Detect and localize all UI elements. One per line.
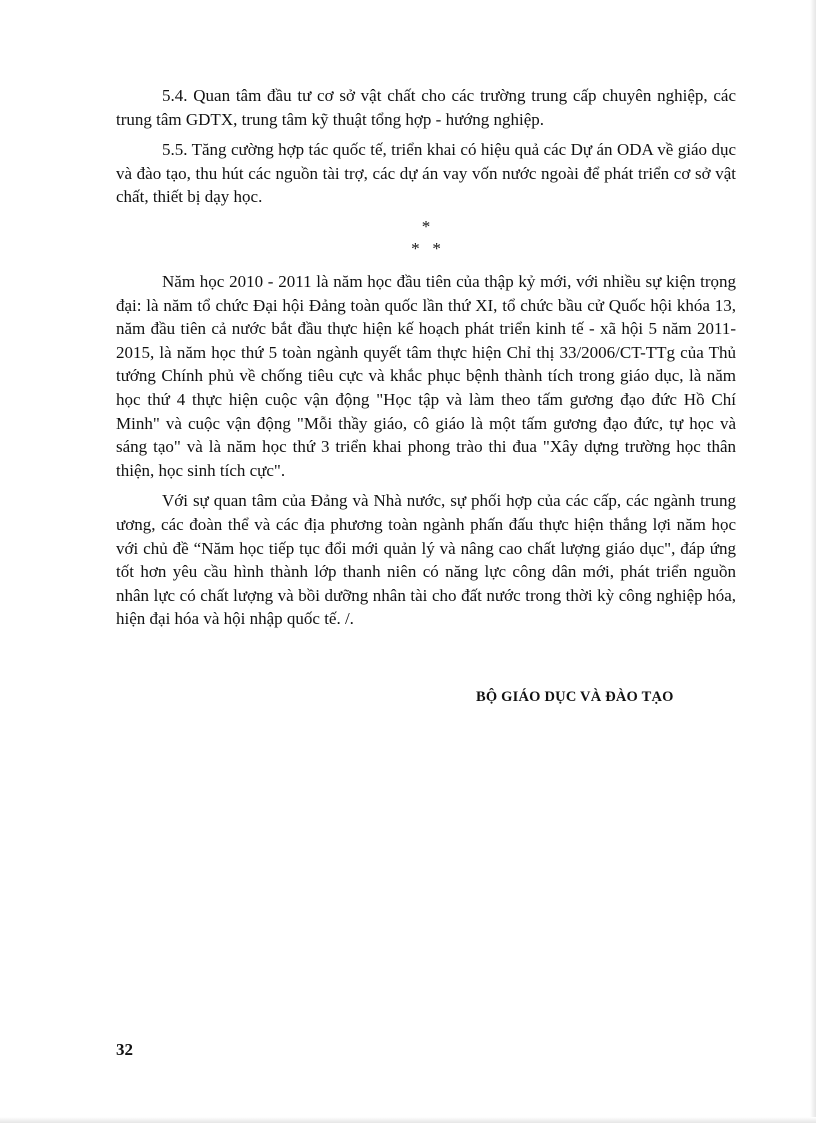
- signature-ministry: BỘ GIÁO DỤC VÀ ĐÀO TẠO: [476, 689, 674, 705]
- page-edge-shadow-right: [810, 0, 816, 1123]
- separator-star-top: *: [421, 216, 431, 236]
- separator-star-bottom: * *: [411, 238, 441, 258]
- paragraph-conclusion: Với sự quan tâm của Đảng và Nhà nước, sự phối hợp của các cấp, các ngành trung ương, các đoàn thể và các địa phương toàn ngành phấn đấu thực hiện thắng lợi năm học với chủ đề “Năm học tiếp tục đổi mới quản lý và nâng cao chất lượng giáo dục", đáp ứng tốt hơn yêu cầu hình thành lớp thanh niên có năng lực công dân mới, phát triển nguồn nhân lực có chất lượng và bồi dưỡng nhân tài cho đất nước trong thời kỳ công nghiệp hóa, hiện đại hóa và hội nhập quốc tế. /.: [116, 491, 736, 629]
- page-edge-shadow-bottom: [0, 1117, 816, 1123]
- page-number: 32: [116, 1040, 133, 1059]
- section-separator: [116, 216, 736, 260]
- paragraph-school-year: Năm học 2010 - 2011 là năm học đầu tiên của thập kỷ mới, với nhiều sự kiện trọng đại: là năm tổ chức Đại hội Đảng toàn quốc lần thứ XI, tổ chức bầu cử Quốc hội khóa 13, năm đầu tiên cả nước bắt đầu thực hiện kế hoạch phát triển kinh tế - xã hội 5 năm 2011- 2015, là năm học thứ 5 toàn ngành quyết tâm thực hiện Chỉ thị 33/2006/CT-TTg của Thủ tướng Chính phủ về chống tiêu cực và khắc phục bệnh thành tích trong giáo dục, là năm học thứ 4 thực hiện cuộc vận động "Học tập và làm theo tấm gương đạo đức Hồ Chí Minh" và cuộc vận động "Mỗi thầy giáo, cô giáo là một tấm gương đạo đức, tự học và sáng tạo" và là năm học thứ 3 triển khai phong trào thi đua "Xây dựng trường học thân thiện, học sinh tích cực".: [116, 271, 736, 480]
- paragraph-5-4: 5.4. Quan tâm đầu tư cơ sở vật chất cho các trường trung cấp chuyên nghiệp, các trung tâm GDTX, trung tâm kỹ thuật tổng hợp - hướng nghiệp.: [116, 86, 736, 129]
- paragraph-5-5: 5.5. Tăng cường hợp tác quốc tế, triển khai có hiệu quả các Dự án ODA về giáo dục và đào tạo, thu hút các nguồn tài trợ, các dự án vay vốn nước ngoài để phát triển cơ sở vật chất, thiết bị dạy học.: [116, 140, 736, 207]
- document-body: [116, 84, 736, 638]
